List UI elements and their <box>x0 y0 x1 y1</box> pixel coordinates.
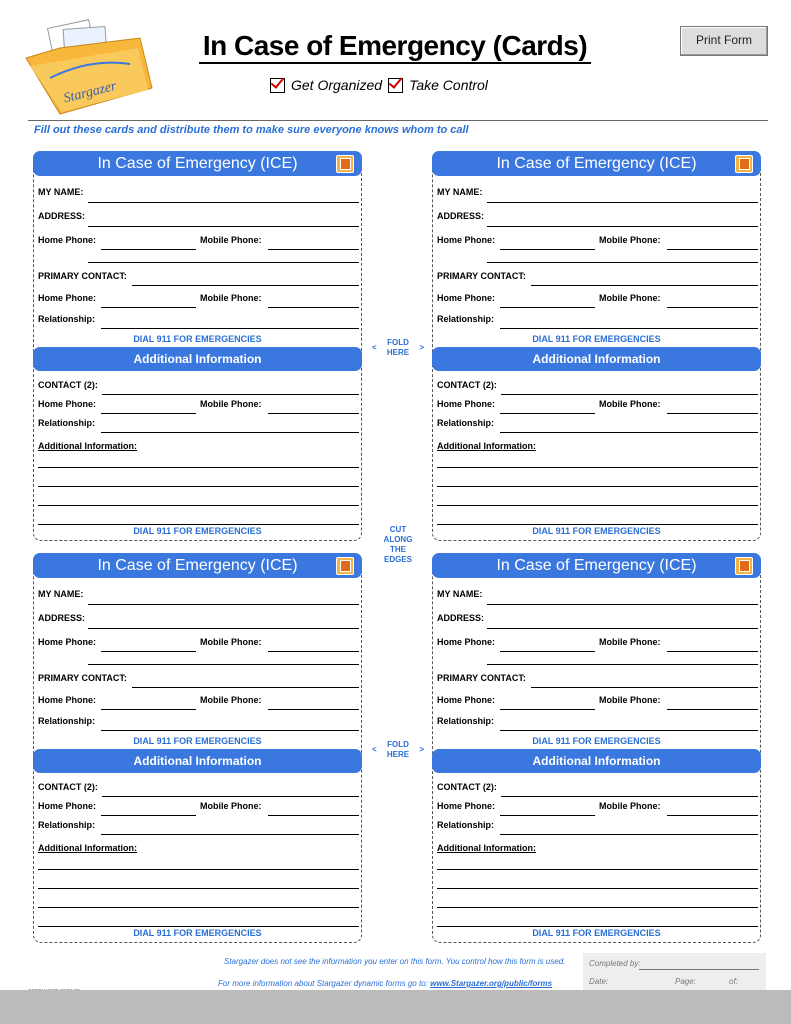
primary-mobile-phone-label: Mobile Phone: <box>599 293 661 303</box>
additional-info-line[interactable] <box>437 926 758 927</box>
card-title-bar <box>432 553 761 578</box>
address-label: ADDRESS: <box>38 211 86 221</box>
my-name-field[interactable] <box>487 202 758 203</box>
additional-info-label: Additional Information: <box>38 441 137 451</box>
contact-2-label: CONTACT (2): <box>437 380 497 390</box>
relationship-field[interactable] <box>101 328 359 329</box>
primary-home-phone-field[interactable] <box>500 307 595 308</box>
dial-911-notice: DIAL 911 FOR EMERGENCIES <box>532 334 661 344</box>
primary-home-phone-label: Home Phone: <box>38 695 97 705</box>
additional-info-line[interactable] <box>38 505 359 506</box>
additional-info-label: Additional Information: <box>437 441 536 451</box>
mobile-phone-label: Mobile Phone: <box>200 637 262 647</box>
additional-info-bar: Additional Information <box>432 347 761 371</box>
my-name-label: MY NAME: <box>38 589 84 599</box>
address-field[interactable] <box>88 226 359 227</box>
additional-info-label: Additional Information: <box>437 843 536 853</box>
contact-2-relationship-field[interactable] <box>500 432 758 433</box>
primary-home-phone-label: Home Phone: <box>38 293 97 303</box>
bottom-band <box>0 990 791 1024</box>
contact-2-relationship-label: Relationship: <box>437 418 495 428</box>
relationship-label: Relationship: <box>38 314 96 324</box>
privacy-note: Stargazer does not see the information you enter on this form. You control how this form is used. <box>224 957 566 966</box>
mobile-phone-label: Mobile Phone: <box>599 637 661 647</box>
primary-contact-label: PRIMARY CONTACT: <box>437 271 526 281</box>
dial-911-notice: DIAL 911 FOR EMERGENCIES <box>133 334 262 344</box>
contact-2-mobile-phone-field[interactable] <box>667 413 758 414</box>
my-name-field[interactable] <box>88 202 359 203</box>
additional-info-line[interactable] <box>437 888 758 889</box>
logo-text: Stargazer <box>62 78 119 107</box>
contact-2-field[interactable] <box>102 394 359 395</box>
my-name-label: MY NAME: <box>38 187 84 197</box>
additional-info-line[interactable] <box>38 869 359 870</box>
fold-here-label-bottom: < FOLD HERE > <box>372 740 424 759</box>
additional-info-line[interactable] <box>437 486 758 487</box>
primary-home-phone-field[interactable] <box>500 709 595 710</box>
address-extra-field[interactable] <box>88 664 359 665</box>
mobile-phone-field[interactable] <box>667 249 758 250</box>
tagline <box>270 77 488 93</box>
checkmark-icon <box>270 78 285 93</box>
contact-2-field[interactable] <box>102 796 359 797</box>
dial-911-notice-bottom: DIAL 911 FOR EMERGENCIES <box>133 928 262 938</box>
address-extra-field[interactable] <box>487 262 758 263</box>
additional-info-line[interactable] <box>38 926 359 927</box>
contact-2-mobile-phone-field[interactable] <box>667 815 758 816</box>
date-label: Date: <box>589 977 609 986</box>
contact-2-home-phone-label: Home Phone: <box>437 399 496 409</box>
home-phone-label: Home Phone: <box>437 637 496 647</box>
address-label: ADDRESS: <box>38 613 86 623</box>
card-title: In Case of Emergency (ICE) <box>496 557 697 574</box>
print-form-button[interactable]: Print Form <box>680 26 768 56</box>
contact-2-label: CONTACT (2): <box>38 782 98 792</box>
my-name-field[interactable] <box>88 604 359 605</box>
card-title: In Case of Emergency (ICE) <box>97 557 298 574</box>
my-name-label: MY NAME: <box>437 589 483 599</box>
cut-along-edges-label: CUT ALONG THE EDGES <box>383 525 413 564</box>
instructions: Fill out these cards and distribute them to make sure everyone knows whom to call <box>34 124 469 136</box>
additional-info-line[interactable] <box>437 907 758 908</box>
additional-info-line[interactable] <box>437 869 758 870</box>
contact-2-home-phone-label: Home Phone: <box>38 399 97 409</box>
contact-2-mobile-phone-label: Mobile Phone: <box>599 801 661 811</box>
contact-2-label: CONTACT (2): <box>38 380 98 390</box>
contact-2-relationship-label: Relationship: <box>437 820 495 830</box>
contact-2-relationship-label: Relationship: <box>38 820 96 830</box>
contact-2-field[interactable] <box>501 394 758 395</box>
primary-mobile-phone-field[interactable] <box>667 307 758 308</box>
dial-911-notice: DIAL 911 FOR EMERGENCIES <box>133 736 262 746</box>
mobile-phone-label: Mobile Phone: <box>200 235 262 245</box>
of-label: of: <box>729 977 738 986</box>
primary-mobile-phone-field[interactable] <box>268 709 359 710</box>
stargazer-logo <box>20 18 160 118</box>
contact-2-home-phone-label: Home Phone: <box>38 801 97 811</box>
ice-card <box>432 151 761 541</box>
contact-2-relationship-field[interactable] <box>101 834 359 835</box>
contact-2-field[interactable] <box>501 796 758 797</box>
additional-info-line[interactable] <box>437 505 758 506</box>
relationship-label: Relationship: <box>437 716 495 726</box>
card-title: In Case of Emergency (ICE) <box>97 155 298 172</box>
contact-2-relationship-label: Relationship: <box>38 418 96 428</box>
primary-contact-field[interactable] <box>531 687 758 688</box>
additional-info-bar: Additional Information <box>33 749 362 773</box>
contact-2-home-phone-field[interactable] <box>101 413 196 414</box>
primary-home-phone-label: Home Phone: <box>437 293 496 303</box>
contact-2-relationship-field[interactable] <box>101 432 359 433</box>
additional-info-line[interactable] <box>38 467 359 468</box>
contact-2-home-phone-field[interactable] <box>101 815 196 816</box>
card-icon <box>336 557 354 575</box>
contact-2-home-phone-field[interactable] <box>500 413 595 414</box>
additional-info-line[interactable] <box>437 467 758 468</box>
address-field[interactable] <box>88 628 359 629</box>
primary-contact-field[interactable] <box>132 285 359 286</box>
primary-home-phone-field[interactable] <box>101 709 196 710</box>
address-extra-field[interactable] <box>88 262 359 263</box>
home-phone-field[interactable] <box>101 651 196 652</box>
primary-mobile-phone-field[interactable] <box>268 307 359 308</box>
contact-2-mobile-phone-field[interactable] <box>268 413 359 414</box>
primary-contact-field[interactable] <box>531 285 758 286</box>
card-icon <box>735 155 753 173</box>
mobile-phone-field[interactable] <box>667 651 758 652</box>
contact-2-mobile-phone-label: Mobile Phone: <box>599 399 661 409</box>
page-title: In Case of Emergency (Cards) <box>160 30 630 62</box>
primary-mobile-phone-label: Mobile Phone: <box>599 695 661 705</box>
more-info-line: For more information about Stargazer dynamic forms go to: www.Stargazer.org/public/forms <box>218 979 553 988</box>
primary-mobile-phone-label: Mobile Phone: <box>200 695 262 705</box>
address-label: ADDRESS: <box>437 613 485 623</box>
primary-contact-label: PRIMARY CONTACT: <box>38 271 127 281</box>
additional-info-line[interactable] <box>38 907 359 908</box>
ice-card <box>33 553 362 943</box>
card-title-bar <box>33 151 362 176</box>
home-phone-label: Home Phone: <box>38 235 97 245</box>
relationship-label: Relationship: <box>38 716 96 726</box>
dial-911-notice-bottom: DIAL 911 FOR EMERGENCIES <box>532 526 661 536</box>
ice-card <box>432 553 761 943</box>
page-label: Page: <box>675 977 696 986</box>
header-divider <box>28 120 768 121</box>
additional-info-bar: Additional Information <box>432 749 761 773</box>
checkmark-icon <box>388 78 403 93</box>
dial-911-notice-bottom: DIAL 911 FOR EMERGENCIES <box>532 928 661 938</box>
card-title-bar <box>432 151 761 176</box>
home-phone-label: Home Phone: <box>38 637 97 647</box>
dial-911-notice: DIAL 911 FOR EMERGENCIES <box>532 736 661 746</box>
additional-info-bar: Additional Information <box>33 347 362 371</box>
home-phone-field[interactable] <box>500 249 595 250</box>
my-name-field[interactable] <box>487 604 758 605</box>
contact-2-home-phone-field[interactable] <box>500 815 595 816</box>
completed-by-line[interactable] <box>639 969 759 970</box>
additional-info-line[interactable] <box>38 524 359 525</box>
additional-info-line[interactable] <box>38 888 359 889</box>
additional-info-label: Additional Information: <box>38 843 137 853</box>
tag-take-control: Take Control <box>409 77 488 93</box>
primary-mobile-phone-label: Mobile Phone: <box>200 293 262 303</box>
home-phone-label: Home Phone: <box>437 235 496 245</box>
mobile-phone-field[interactable] <box>268 651 359 652</box>
dial-911-notice-bottom: DIAL 911 FOR EMERGENCIES <box>133 526 262 536</box>
primary-home-phone-label: Home Phone: <box>437 695 496 705</box>
contact-2-mobile-phone-label: Mobile Phone: <box>200 801 262 811</box>
relationship-field[interactable] <box>101 730 359 731</box>
primary-contact-label: PRIMARY CONTACT: <box>437 673 526 683</box>
card-title-bar <box>33 553 362 578</box>
home-phone-field[interactable] <box>500 651 595 652</box>
relationship-field[interactable] <box>500 730 758 731</box>
forms-link[interactable]: www.Stargazer.org/public/forms <box>430 979 553 988</box>
contact-2-home-phone-label: Home Phone: <box>437 801 496 811</box>
mobile-phone-field[interactable] <box>268 249 359 250</box>
card-icon <box>336 155 354 173</box>
ice-card <box>33 151 362 541</box>
contact-2-label: CONTACT (2): <box>437 782 497 792</box>
mobile-phone-label: Mobile Phone: <box>599 235 661 245</box>
primary-mobile-phone-field[interactable] <box>667 709 758 710</box>
completed-by-label: Completed by: <box>589 959 641 968</box>
contact-2-mobile-phone-label: Mobile Phone: <box>200 399 262 409</box>
additional-info-line[interactable] <box>38 486 359 487</box>
relationship-label: Relationship: <box>437 314 495 324</box>
primary-contact-field[interactable] <box>132 687 359 688</box>
relationship-field[interactable] <box>500 328 758 329</box>
home-phone-field[interactable] <box>101 249 196 250</box>
my-name-label: MY NAME: <box>437 187 483 197</box>
contact-2-mobile-phone-field[interactable] <box>268 815 359 816</box>
card-title: In Case of Emergency (ICE) <box>496 155 697 172</box>
tag-get-organized: Get Organized <box>291 77 383 93</box>
contact-2-relationship-field[interactable] <box>500 834 758 835</box>
primary-contact-label: PRIMARY CONTACT: <box>38 673 127 683</box>
card-icon <box>735 557 753 575</box>
address-label: ADDRESS: <box>437 211 485 221</box>
primary-home-phone-field[interactable] <box>101 307 196 308</box>
address-field[interactable] <box>487 226 758 227</box>
fold-here-label-top: < FOLD HERE > <box>372 338 424 357</box>
address-extra-field[interactable] <box>487 664 758 665</box>
additional-info-line[interactable] <box>437 524 758 525</box>
address-field[interactable] <box>487 628 758 629</box>
